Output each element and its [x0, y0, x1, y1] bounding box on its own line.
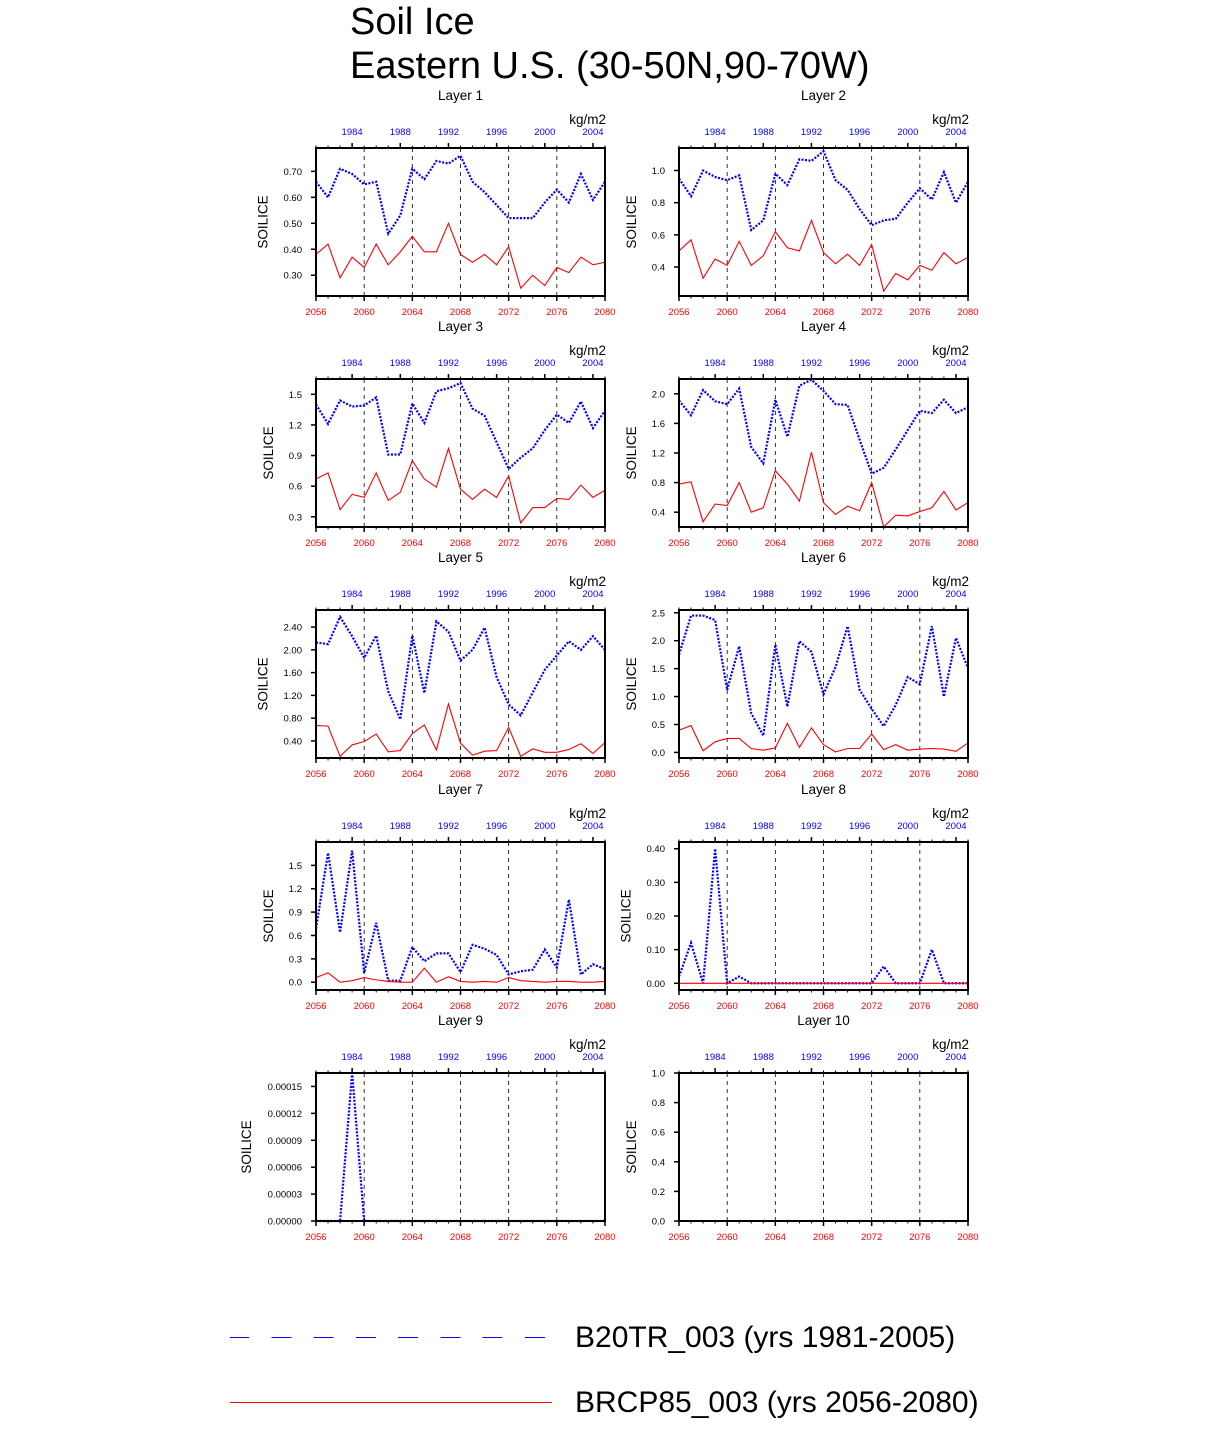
- units-label: kg/m2: [932, 112, 969, 127]
- y-tick-label: 0.6: [651, 1127, 665, 1139]
- x-bottom-tick-label: 2072: [861, 307, 883, 318]
- units-label: kg/m2: [932, 574, 969, 589]
- y-tick-label: 2.5: [651, 608, 665, 620]
- y-tick-label: 0.00015: [267, 1081, 302, 1093]
- units-label: kg/m2: [569, 806, 606, 821]
- x-bottom-tick-label: 2076: [909, 538, 931, 549]
- y-tick-label: 0.0: [651, 1216, 665, 1228]
- y-axis-label: SOILICE: [624, 195, 640, 249]
- units-label: kg/m2: [569, 343, 606, 358]
- x-top-tick-label: 2000: [534, 821, 556, 832]
- x-bottom-tick-label: 2060: [353, 1001, 375, 1012]
- x-bottom-tick-label: 2080: [957, 538, 979, 549]
- x-top-tick-label: 2000: [897, 1052, 919, 1063]
- y-tick-label: 0.60: [283, 192, 302, 204]
- panel-title: Layer 6: [800, 550, 847, 565]
- x-top-tick-label: 1992: [437, 589, 460, 600]
- x-top-tick-label: 1984: [341, 1052, 363, 1063]
- panel-layer-4: [624, 319, 978, 549]
- panel-layer-6: [624, 550, 978, 780]
- y-tick-label: 0.3: [288, 954, 302, 966]
- x-bottom-tick-label: 2064: [401, 538, 423, 549]
- legend-label-b20tr: B20TR_003 (yrs 1981-2005): [575, 1321, 956, 1354]
- y-tick-label: 0.8: [651, 1098, 665, 1110]
- units-label: kg/m2: [932, 806, 969, 821]
- x-bottom-tick-label: 2068: [812, 1232, 835, 1243]
- y-tick-label: 1.0: [651, 166, 665, 178]
- y-tick-label: 0.20: [646, 911, 665, 923]
- x-bottom-tick-label: 2076: [546, 1001, 568, 1012]
- y-tick-label: 1.5: [288, 389, 302, 401]
- x-bottom-tick-label: 2060: [716, 538, 738, 549]
- legend-swatch-brcp85: [230, 1402, 552, 1403]
- x-top-tick-label: 2004: [582, 589, 604, 600]
- units-label: kg/m2: [569, 1037, 606, 1052]
- x-top-tick-label: 1988: [752, 821, 774, 832]
- x-top-tick-label: 1992: [437, 1052, 460, 1063]
- x-bottom-tick-label: 2056: [305, 1001, 327, 1012]
- panel-layer-2: [624, 88, 978, 318]
- y-tick-label: 1.0: [651, 1068, 665, 1080]
- x-top-tick-label: 1992: [800, 821, 823, 832]
- x-bottom-tick-label: 2060: [716, 307, 738, 318]
- x-bottom-tick-label: 2056: [668, 1232, 690, 1243]
- y-tick-label: 0.00000: [267, 1216, 302, 1228]
- x-bottom-tick-label: 2080: [957, 769, 979, 780]
- panel-title: Layer 2: [800, 88, 847, 103]
- x-top-tick-label: 1988: [389, 1052, 411, 1063]
- x-top-tick-label: 2004: [582, 821, 604, 832]
- y-tick-label: 0.50: [283, 218, 302, 230]
- y-tick-label: 0.00: [646, 978, 665, 990]
- y-tick-label: 0.00009: [267, 1135, 302, 1147]
- x-bottom-tick-label: 2076: [909, 307, 931, 318]
- y-tick-label: 0.4: [651, 1157, 665, 1169]
- x-bottom-tick-label: 2064: [764, 1232, 786, 1243]
- y-tick-label: 0.4: [651, 262, 665, 274]
- x-bottom-tick-label: 2068: [812, 538, 835, 549]
- x-bottom-tick-label: 2076: [546, 307, 568, 318]
- y-tick-label: 2.0: [651, 636, 665, 648]
- x-top-tick-label: 1984: [704, 589, 726, 600]
- units-label: kg/m2: [569, 574, 606, 589]
- y-axis-label: SOILICE: [624, 1120, 640, 1174]
- y-tick-label: 2.40: [283, 622, 302, 634]
- y-tick-label: 1.5: [288, 860, 302, 872]
- x-bottom-tick-label: 2080: [957, 307, 979, 318]
- x-top-tick-label: 2004: [945, 358, 967, 369]
- panel-title: Layer 8: [800, 782, 847, 797]
- x-top-tick-label: 1992: [800, 127, 823, 138]
- x-bottom-tick-label: 2068: [449, 538, 472, 549]
- x-top-tick-label: 2004: [945, 127, 967, 138]
- y-tick-label: 1.2: [651, 448, 665, 460]
- x-top-tick-label: 1984: [704, 358, 726, 369]
- x-bottom-tick-label: 2072: [861, 1232, 883, 1243]
- x-bottom-tick-label: 2064: [401, 1001, 423, 1012]
- x-top-tick-label: 1996: [486, 358, 508, 369]
- y-tick-label: 2.00: [283, 645, 302, 657]
- y-tick-label: 0.6: [288, 481, 302, 493]
- panel-layer-7: [261, 782, 615, 1012]
- x-top-tick-label: 1992: [437, 358, 460, 369]
- x-top-tick-label: 1984: [704, 127, 726, 138]
- units-label: kg/m2: [569, 112, 606, 127]
- x-bottom-tick-label: 2064: [401, 769, 423, 780]
- x-bottom-tick-label: 2056: [668, 1001, 690, 1012]
- x-bottom-tick-label: 2064: [764, 538, 786, 549]
- legend-item-brcp85: [230, 1383, 1130, 1423]
- x-top-tick-label: 2004: [582, 127, 604, 138]
- x-top-tick-label: 2000: [534, 127, 556, 138]
- x-bottom-tick-label: 2064: [401, 1232, 423, 1243]
- x-top-tick-label: 2000: [897, 358, 919, 369]
- x-top-tick-label: 1996: [849, 821, 871, 832]
- y-tick-label: 0.3: [288, 512, 302, 524]
- y-axis-label: SOILICE: [255, 195, 271, 249]
- x-bottom-tick-label: 2076: [909, 769, 931, 780]
- x-bottom-tick-label: 2056: [668, 538, 690, 549]
- panel-layer-9: [239, 1013, 616, 1243]
- y-axis-label: SOILICE: [255, 657, 271, 711]
- x-top-tick-label: 1988: [389, 358, 411, 369]
- x-bottom-tick-label: 2072: [861, 538, 883, 549]
- x-bottom-tick-label: 2076: [546, 1232, 568, 1243]
- x-top-tick-label: 2000: [897, 127, 919, 138]
- x-top-tick-label: 1988: [752, 358, 774, 369]
- x-bottom-tick-label: 2068: [449, 307, 472, 318]
- x-bottom-tick-label: 2076: [909, 1001, 931, 1012]
- x-bottom-tick-label: 2080: [594, 307, 616, 318]
- y-tick-label: 0.0: [288, 977, 302, 989]
- y-tick-label: 0.30: [283, 270, 302, 282]
- x-top-tick-label: 1992: [437, 127, 460, 138]
- x-bottom-tick-label: 2068: [812, 307, 835, 318]
- x-bottom-tick-label: 2072: [498, 769, 520, 780]
- x-top-tick-label: 1992: [800, 589, 823, 600]
- x-top-tick-label: 1984: [341, 821, 363, 832]
- x-bottom-tick-label: 2076: [546, 538, 568, 549]
- y-tick-label: 0.10: [646, 945, 665, 957]
- x-top-tick-label: 2004: [945, 589, 967, 600]
- x-top-tick-label: 1984: [341, 358, 363, 369]
- x-bottom-tick-label: 2068: [449, 1232, 472, 1243]
- y-tick-label: 1.0: [651, 692, 665, 704]
- x-top-tick-label: 2004: [945, 821, 967, 832]
- x-top-tick-label: 2000: [534, 1052, 556, 1063]
- x-top-tick-label: 1992: [800, 1052, 823, 1063]
- x-top-tick-label: 1996: [486, 127, 508, 138]
- legend-label-brcp85: BRCP85_003 (yrs 2056-2080): [575, 1386, 979, 1419]
- panel-layer-3: [261, 319, 615, 549]
- y-tick-label: 0.9: [288, 907, 302, 919]
- x-bottom-tick-label: 2080: [594, 1001, 616, 1012]
- x-top-tick-label: 2004: [582, 358, 604, 369]
- x-bottom-tick-label: 2080: [594, 538, 616, 549]
- x-bottom-tick-label: 2056: [305, 1232, 327, 1243]
- panel-title: Layer 10: [797, 1013, 850, 1028]
- panel-title: Layer 9: [437, 1013, 484, 1028]
- y-tick-label: 0.9: [288, 451, 302, 463]
- x-bottom-tick-label: 2060: [716, 1001, 738, 1012]
- x-top-tick-label: 1988: [752, 1052, 774, 1063]
- y-axis-label: SOILICE: [624, 657, 640, 711]
- x-top-tick-label: 1984: [341, 589, 363, 600]
- x-bottom-tick-label: 2064: [764, 1001, 786, 1012]
- y-tick-label: 0.30: [646, 877, 665, 889]
- y-tick-label: 0.2: [651, 1186, 665, 1198]
- panel-title: Layer 7: [437, 782, 484, 797]
- y-tick-label: 0.6: [651, 230, 665, 242]
- y-axis-label: SOILICE: [261, 889, 277, 943]
- x-bottom-tick-label: 2060: [353, 1232, 375, 1243]
- x-top-tick-label: 1988: [389, 589, 411, 600]
- y-tick-label: 0.00012: [267, 1108, 302, 1120]
- x-bottom-tick-label: 2080: [594, 769, 616, 780]
- x-bottom-tick-label: 2068: [449, 1001, 472, 1012]
- x-top-tick-label: 2000: [897, 821, 919, 832]
- x-bottom-tick-label: 2064: [401, 307, 423, 318]
- y-tick-label: 2.0: [651, 389, 665, 401]
- x-bottom-tick-label: 2068: [449, 769, 472, 780]
- title-line-2: Eastern U.S. (30-50N,90-70W): [350, 45, 870, 87]
- x-bottom-tick-label: 2072: [861, 769, 883, 780]
- y-tick-label: 0.6: [288, 930, 302, 942]
- x-top-tick-label: 1984: [341, 127, 363, 138]
- x-bottom-tick-label: 2072: [498, 1232, 520, 1243]
- y-axis-label: SOILICE: [618, 889, 634, 943]
- x-top-tick-label: 1988: [752, 589, 774, 600]
- x-top-tick-label: 1996: [486, 1052, 508, 1063]
- x-top-tick-label: 1984: [704, 821, 726, 832]
- x-top-tick-label: 1996: [486, 589, 508, 600]
- x-top-tick-label: 1988: [752, 127, 774, 138]
- panel-layer-8: [619, 782, 979, 1012]
- x-bottom-tick-label: 2080: [957, 1001, 979, 1012]
- y-tick-label: 0.80: [283, 713, 302, 725]
- panel-layer-10: [624, 1013, 978, 1243]
- x-bottom-tick-label: 2076: [546, 769, 568, 780]
- x-bottom-tick-label: 2080: [957, 1232, 979, 1243]
- x-bottom-tick-label: 2056: [305, 769, 327, 780]
- x-top-tick-label: 1984: [704, 1052, 726, 1063]
- legend-swatch-b20tr: [230, 1337, 552, 1338]
- y-axis-label: SOILICE: [238, 1120, 254, 1174]
- x-bottom-tick-label: 2064: [764, 307, 786, 318]
- y-tick-label: 0.8: [651, 478, 665, 490]
- panel-title: Layer 5: [437, 550, 484, 565]
- panel-title: Layer 1: [437, 88, 484, 103]
- x-top-tick-label: 1992: [437, 821, 460, 832]
- y-tick-label: 0.0: [651, 747, 665, 759]
- x-bottom-tick-label: 2064: [764, 769, 786, 780]
- x-bottom-tick-label: 2068: [812, 1001, 835, 1012]
- x-top-tick-label: 1988: [389, 127, 411, 138]
- x-bottom-tick-label: 2072: [498, 1001, 520, 1012]
- x-bottom-tick-label: 2060: [353, 538, 375, 549]
- x-bottom-tick-label: 2080: [594, 1232, 616, 1243]
- panel-layer-5: [256, 550, 616, 780]
- x-bottom-tick-label: 2060: [353, 307, 375, 318]
- y-tick-label: 0.40: [646, 844, 665, 856]
- y-tick-label: 0.5: [651, 719, 665, 731]
- x-bottom-tick-label: 2060: [353, 769, 375, 780]
- y-tick-label: 0.40: [283, 736, 302, 748]
- x-top-tick-label: 1996: [849, 589, 871, 600]
- y-tick-label: 1.6: [651, 418, 665, 430]
- x-top-tick-label: 1988: [389, 821, 411, 832]
- title-line-1: Soil Ice: [350, 1, 475, 43]
- units-label: kg/m2: [932, 1037, 969, 1052]
- legend: [0, 1300, 1224, 1440]
- y-tick-label: 1.2: [288, 884, 302, 896]
- x-bottom-tick-label: 2068: [812, 769, 835, 780]
- x-top-tick-label: 1996: [849, 358, 871, 369]
- x-bottom-tick-label: 2056: [668, 307, 690, 318]
- x-bottom-tick-label: 2056: [668, 769, 690, 780]
- x-top-tick-label: 2004: [582, 1052, 604, 1063]
- x-top-tick-label: 2000: [534, 358, 556, 369]
- x-bottom-tick-label: 2060: [716, 1232, 738, 1243]
- x-bottom-tick-label: 2072: [498, 538, 520, 549]
- y-tick-label: 1.60: [283, 668, 302, 680]
- x-top-tick-label: 1996: [486, 821, 508, 832]
- y-axis-label: SOILICE: [261, 426, 277, 480]
- y-axis-label: SOILICE: [624, 426, 640, 480]
- panel-title: Layer 3: [437, 319, 484, 334]
- y-tick-label: 0.4: [651, 507, 665, 519]
- x-bottom-tick-label: 2072: [861, 1001, 883, 1012]
- panel-title: Layer 4: [800, 319, 847, 334]
- x-top-tick-label: 1996: [849, 1052, 871, 1063]
- x-bottom-tick-label: 2072: [498, 307, 520, 318]
- units-label: kg/m2: [932, 343, 969, 358]
- x-bottom-tick-label: 2056: [305, 538, 327, 549]
- y-tick-label: 0.00003: [267, 1189, 302, 1201]
- y-tick-label: 0.70: [283, 166, 302, 178]
- y-tick-label: 1.20: [283, 690, 302, 702]
- x-top-tick-label: 1996: [849, 127, 871, 138]
- y-tick-label: 1.2: [288, 420, 302, 432]
- x-top-tick-label: 2000: [897, 589, 919, 600]
- y-tick-label: 0.40: [283, 244, 302, 256]
- x-top-tick-label: 2004: [945, 1052, 967, 1063]
- x-bottom-tick-label: 2076: [909, 1232, 931, 1243]
- x-top-tick-label: 1992: [800, 358, 823, 369]
- panel-layer-1: [256, 88, 616, 318]
- x-top-tick-label: 2000: [534, 589, 556, 600]
- y-tick-label: 0.8: [651, 198, 665, 210]
- y-tick-label: 0.00006: [267, 1162, 302, 1174]
- y-tick-label: 1.5: [651, 664, 665, 676]
- x-bottom-tick-label: 2056: [305, 307, 327, 318]
- legend-item-b20tr: [230, 1318, 1130, 1358]
- x-bottom-tick-label: 2060: [716, 769, 738, 780]
